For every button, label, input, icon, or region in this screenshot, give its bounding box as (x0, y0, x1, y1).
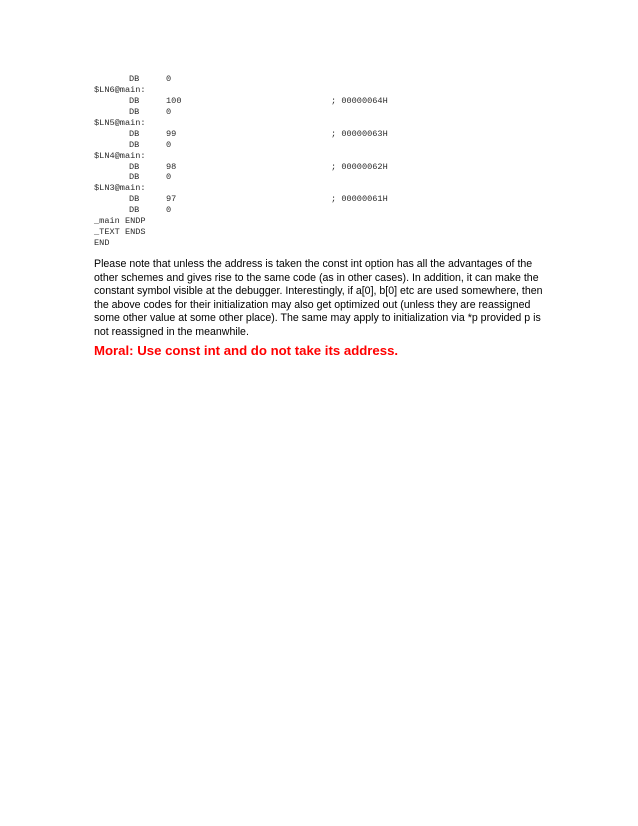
code-op: DB (129, 205, 140, 216)
code-comment: ; 00000062H (331, 161, 388, 172)
code-label: _main ENDP (94, 216, 146, 227)
code-line (94, 194, 554, 205)
code-label: $LN4@main: (94, 150, 146, 161)
code-label: _TEXT ENDS (94, 227, 146, 238)
code-comment: ; 00000061H (331, 194, 388, 205)
code-arg: 0 (166, 205, 172, 216)
code-arg: 0 (166, 172, 172, 183)
code-label: $LN3@main: (94, 183, 146, 194)
explanation-paragraph: Please note that unless the address is taken the const int option has all the advantages of the other schemes and gives rise to the same code (as in other cases). In addition, it can make the constant symbol visible at the debugger. Interestingly, if a[0], b[0] etc are used somewhere, then the above codes for their initialization may also get optimized out (unless they are reassigned some other value at some other place). The same may apply to initialization via *p provided p is not reassigned in the meanwhile. (94, 258, 543, 338)
code-op: DB (129, 161, 140, 172)
code-comment: ; 00000064H (331, 95, 388, 106)
code-op: DB (129, 139, 140, 150)
code-line (94, 205, 554, 216)
code-line (94, 162, 554, 173)
code-arg: 98 (166, 161, 177, 172)
code-line (94, 140, 554, 151)
code-op: DB (129, 74, 140, 84)
code-arg: 99 (166, 128, 177, 139)
code-op: DB (129, 194, 140, 205)
code-op: DB (129, 172, 140, 183)
assembly-code-block (94, 74, 554, 249)
code-line (94, 238, 554, 249)
code-arg: 0 (166, 106, 172, 117)
moral-statement: Moral: Use const int and do not take its address. (94, 343, 399, 358)
code-line (94, 172, 554, 183)
code-label: $LN5@main: (94, 117, 146, 128)
code-arg: 97 (166, 194, 177, 205)
code-line (94, 85, 554, 96)
code-line (94, 216, 554, 227)
code-comment: ; 00000063H (331, 128, 388, 139)
code-line (94, 96, 554, 107)
code-line (94, 118, 554, 129)
code-op: DB (129, 128, 140, 139)
code-line (94, 107, 554, 118)
code-op: DB (129, 106, 140, 117)
code-line (94, 151, 554, 162)
code-label: END (94, 238, 110, 249)
code-line (94, 183, 554, 194)
code-line (94, 227, 554, 238)
code-arg: 100 (166, 95, 182, 106)
code-arg: 0 (166, 139, 172, 150)
code-arg: 0 (166, 74, 172, 84)
code-line (94, 74, 554, 85)
code-line (94, 129, 554, 140)
code-op: DB (129, 95, 140, 106)
code-label: $LN6@main: (94, 84, 146, 95)
